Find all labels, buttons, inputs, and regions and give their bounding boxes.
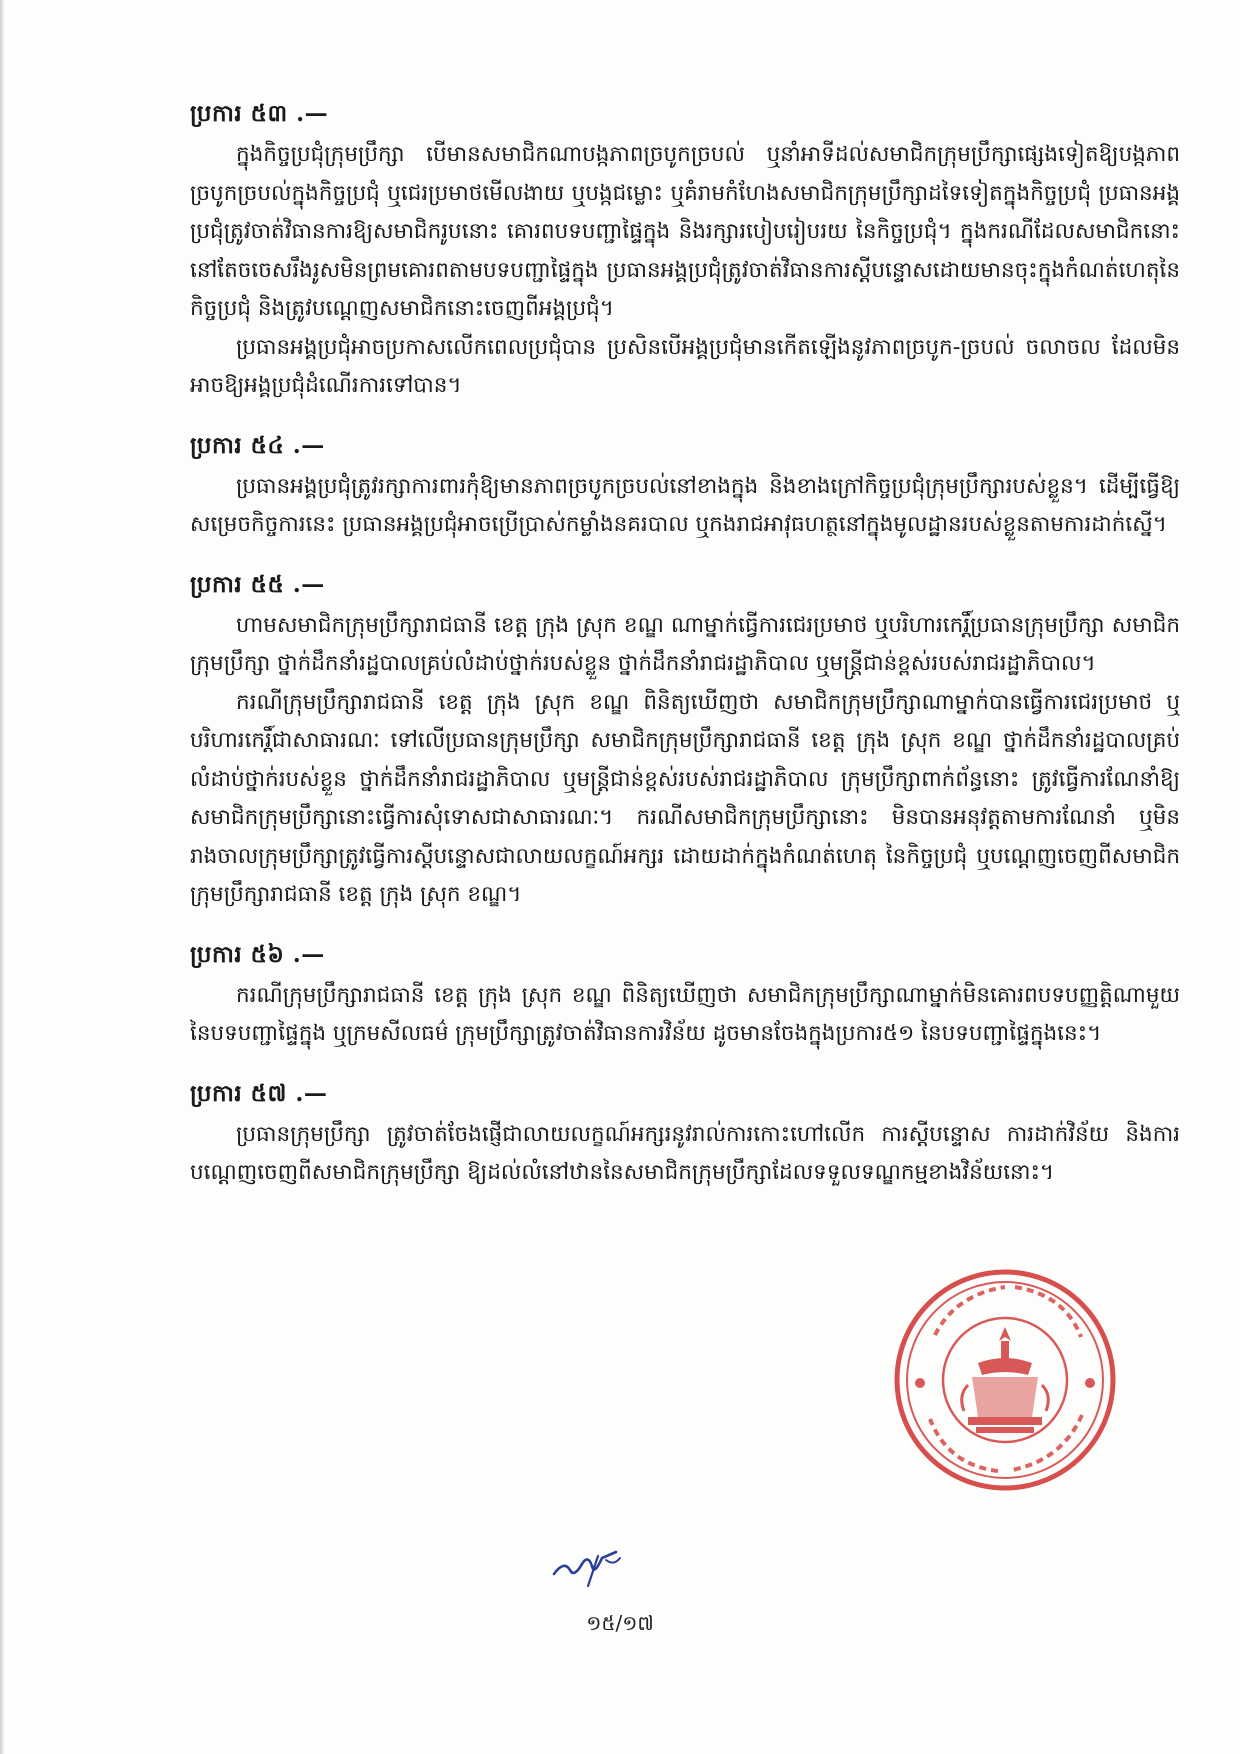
- official-seal-stamp: [890, 1265, 1120, 1495]
- article-paragraph: ក្នុងកិច្ចប្រជុំក្រុមប្រឹក្សា បើមានសមាជិកណាបង្កភាពច្របូកច្របល់ ឬនាំអាទីដល់សមាជិកក្រុមប្រឹក្សាផ្សេងទៀតឱ្យបង្កភាពច្របូកច្របល់ក្នុងកិច្ចប្រជុំ ឬជេរប្រមាថមើលងាយ ឬបង្កជម្លោះ ឬគំរាមកំហែងសមាជិកក្រុមប្រឹក្សាដទៃទៀតក្នុងកិច្ចប្រជុំ ប្រធានអង្គប្រជុំត្រូវចាត់វិធានការឱ្យសមាជិករូបនោះ គោរពបទបញ្ជាផ្ទៃក្នុង និងរក្សារបៀបរៀបរយ នៃកិច្ចប្រជុំ។ ក្នុងករណីដែលសមាជិកនោះ នៅតែចចេសរឹងរូសមិនព្រមគោរពតាមបទបញ្ជាផ្ទៃក្នុង ប្រធានអង្គប្រជុំត្រូវចាត់វិធានការស្តីបន្ទោសដោយមានចុះក្នុងកំណត់ហេតុនៃកិច្ចប្រជុំ និងត្រូវបណ្តេញសមាជិកនោះចេញពីអង្គប្រជុំ។: [190, 142, 1180, 321]
- handwritten-initials-signature: [550, 1550, 630, 1590]
- article-paragraph: ប្រធានអង្គប្រជុំអាចប្រកាសលើកពេលប្រជុំបាន ប្រសិនបើអង្គប្រជុំមានកើតឡើងនូវភាពច្របូក-ច្របល់ ចលាចល ដែលមិនអាចឱ្យអង្គប្រជុំដំណើរការទៅបាន។: [190, 334, 1180, 398]
- article-55: [190, 567, 1180, 915]
- article-heading: ប្រការ ៥៣ .—: [190, 100, 329, 127]
- page-edge-shadow: [0, 0, 4, 1754]
- article-paragraph: ករណីក្រុមប្រឹក្សារាជធានី ខេត្ត ក្រុង ស្រុក ខណ្ឌ ពិនិត្យឃើញថា សមាជិកក្រុមប្រឹក្សាណាម្នាក់មិនគោរពបទបញ្ញត្តិណាមួយ នៃបទបញ្ជាផ្ទៃក្នុង ឬក្រមសីលធម៌ ក្រុមប្រឹក្សាត្រូវចាត់វិធានការវិន័យ ដូចមានចែងក្នុងប្រការ៥១ នៃបទបញ្ជាផ្ទៃក្នុងនេះ។: [190, 982, 1180, 1046]
- article-53: [190, 96, 1180, 406]
- article-heading: ប្រការ ៥៧ .—: [190, 1079, 328, 1107]
- page-number: ១៥/១៧: [586, 1611, 654, 1635]
- document-body: [190, 96, 1180, 1215]
- article-heading: ប្រការ ៥៦ .—: [190, 940, 325, 968]
- article-56: [190, 937, 1180, 1054]
- article-paragraph: ប្រធានអង្គប្រជុំត្រូវរក្សាការពារកុំឱ្យមានភាពច្របូកច្របល់នៅខាងក្នុង និងខាងក្រៅកិច្ចប្រជុំក្រុមប្រឹក្សារបស់ខ្លួន។ ដើម្បីធ្វើឱ្យសម្រេចកិច្ចការនេះ ប្រធានអង្គប្រជុំអាចប្រើប្រាស់កម្លាំងនគរបាល ឬកងរាជអាវុធហត្ថនៅក្នុងមូលដ្ឋានរបស់ខ្លួនតាមការដាក់ស្នើ។: [190, 473, 1180, 537]
- article-heading: ប្រការ ៥៥ .—: [190, 570, 325, 598]
- article-54: [190, 428, 1180, 545]
- article-57: [190, 1076, 1180, 1193]
- article-paragraph: ប្រធានក្រុមប្រឹក្សា ត្រូវចាត់ចែងផ្ញើជាលាយលក្ខណ៍អក្សរនូវរាល់ការកោះហៅលើក ការស្តីបន្ទោស ការដាក់វិន័យ និងការបណ្តេញចេញពីសមាជិកក្រុមប្រឹក្សា ឱ្យដល់លំនៅឋាននៃសមាជិកក្រុមប្រឹក្សាដែលទទួលទណ្ឌកម្មខាងវិន័យនោះ។: [190, 1121, 1180, 1185]
- article-paragraph: ករណីក្រុមប្រឹក្សារាជធានី ខេត្ត ក្រុង ស្រុក ខណ្ឌ ពិនិត្យឃើញថា សមាជិកក្រុមប្រឹក្សាណាម្នាក់បានធ្វើការជេរប្រមាថ ឬបរិហារកេរ្តិ៍ជាសាធារណៈ ទៅលើប្រធានក្រុមប្រឹក្សា សមាជិកក្រុមប្រឹក្សារាជធានី ខេត្ត ក្រុង ស្រុក ខណ្ឌ ថ្នាក់ដឹកនាំរដ្ឋបាលគ្រប់លំដាប់ថ្នាក់របស់ខ្លួន ថ្នាក់ដឹកនាំរាជរដ្ឋាភិបាល ឬមន្ត្រីជាន់ខ្ពស់របស់រាជរដ្ឋាភិបាល ក្រុមប្រឹក្សាពាក់ព័ន្ធនោះ ត្រូវធ្វើការណែនាំឱ្យសមាជិកក្រុមប្រឹក្សានោះធ្វើការសុំទោសជាសាធារណៈ។ ករណីសមាជិកក្រុមប្រឹក្សានោះ មិនបានអនុវត្តតាមការណែនាំ ឬមិនរាងចាលក្រុមប្រឹក្សាត្រូវធ្វើការស្តីបន្ទោសជាលាយលក្ខណ៍អក្សរ ដោយដាក់ក្នុងកំណត់ហេតុ នៃកិច្ចប្រជុំ ឬបណ្តេញចេញពីសមាជិកក្រុមប្រឹក្សារាជធានី ខេត្ត ក្រុង ស្រុក ខណ្ឌ។: [190, 689, 1180, 907]
- article-heading: ប្រការ ៥៤ .—: [190, 431, 325, 459]
- article-paragraph: ហាមសមាជិកក្រុមប្រឹក្សារាជធានី ខេត្ត ក្រុង ស្រុក ខណ្ឌ ណាម្នាក់ធ្វើការជេរប្រមាថ ឬបរិហារកេរ្តិ៍ប្រធានក្រុមប្រឹក្សា សមាជិកក្រុមប្រឹក្សា ថ្នាក់ដឹកនាំរដ្ឋបាលគ្រប់លំដាប់ថ្នាក់របស់ខ្លួន ថ្នាក់ដឹកនាំរាជរដ្ឋាភិបាល ឬមន្ត្រីជាន់ខ្ពស់របស់រាជរដ្ឋាភិបាល។: [190, 612, 1180, 676]
